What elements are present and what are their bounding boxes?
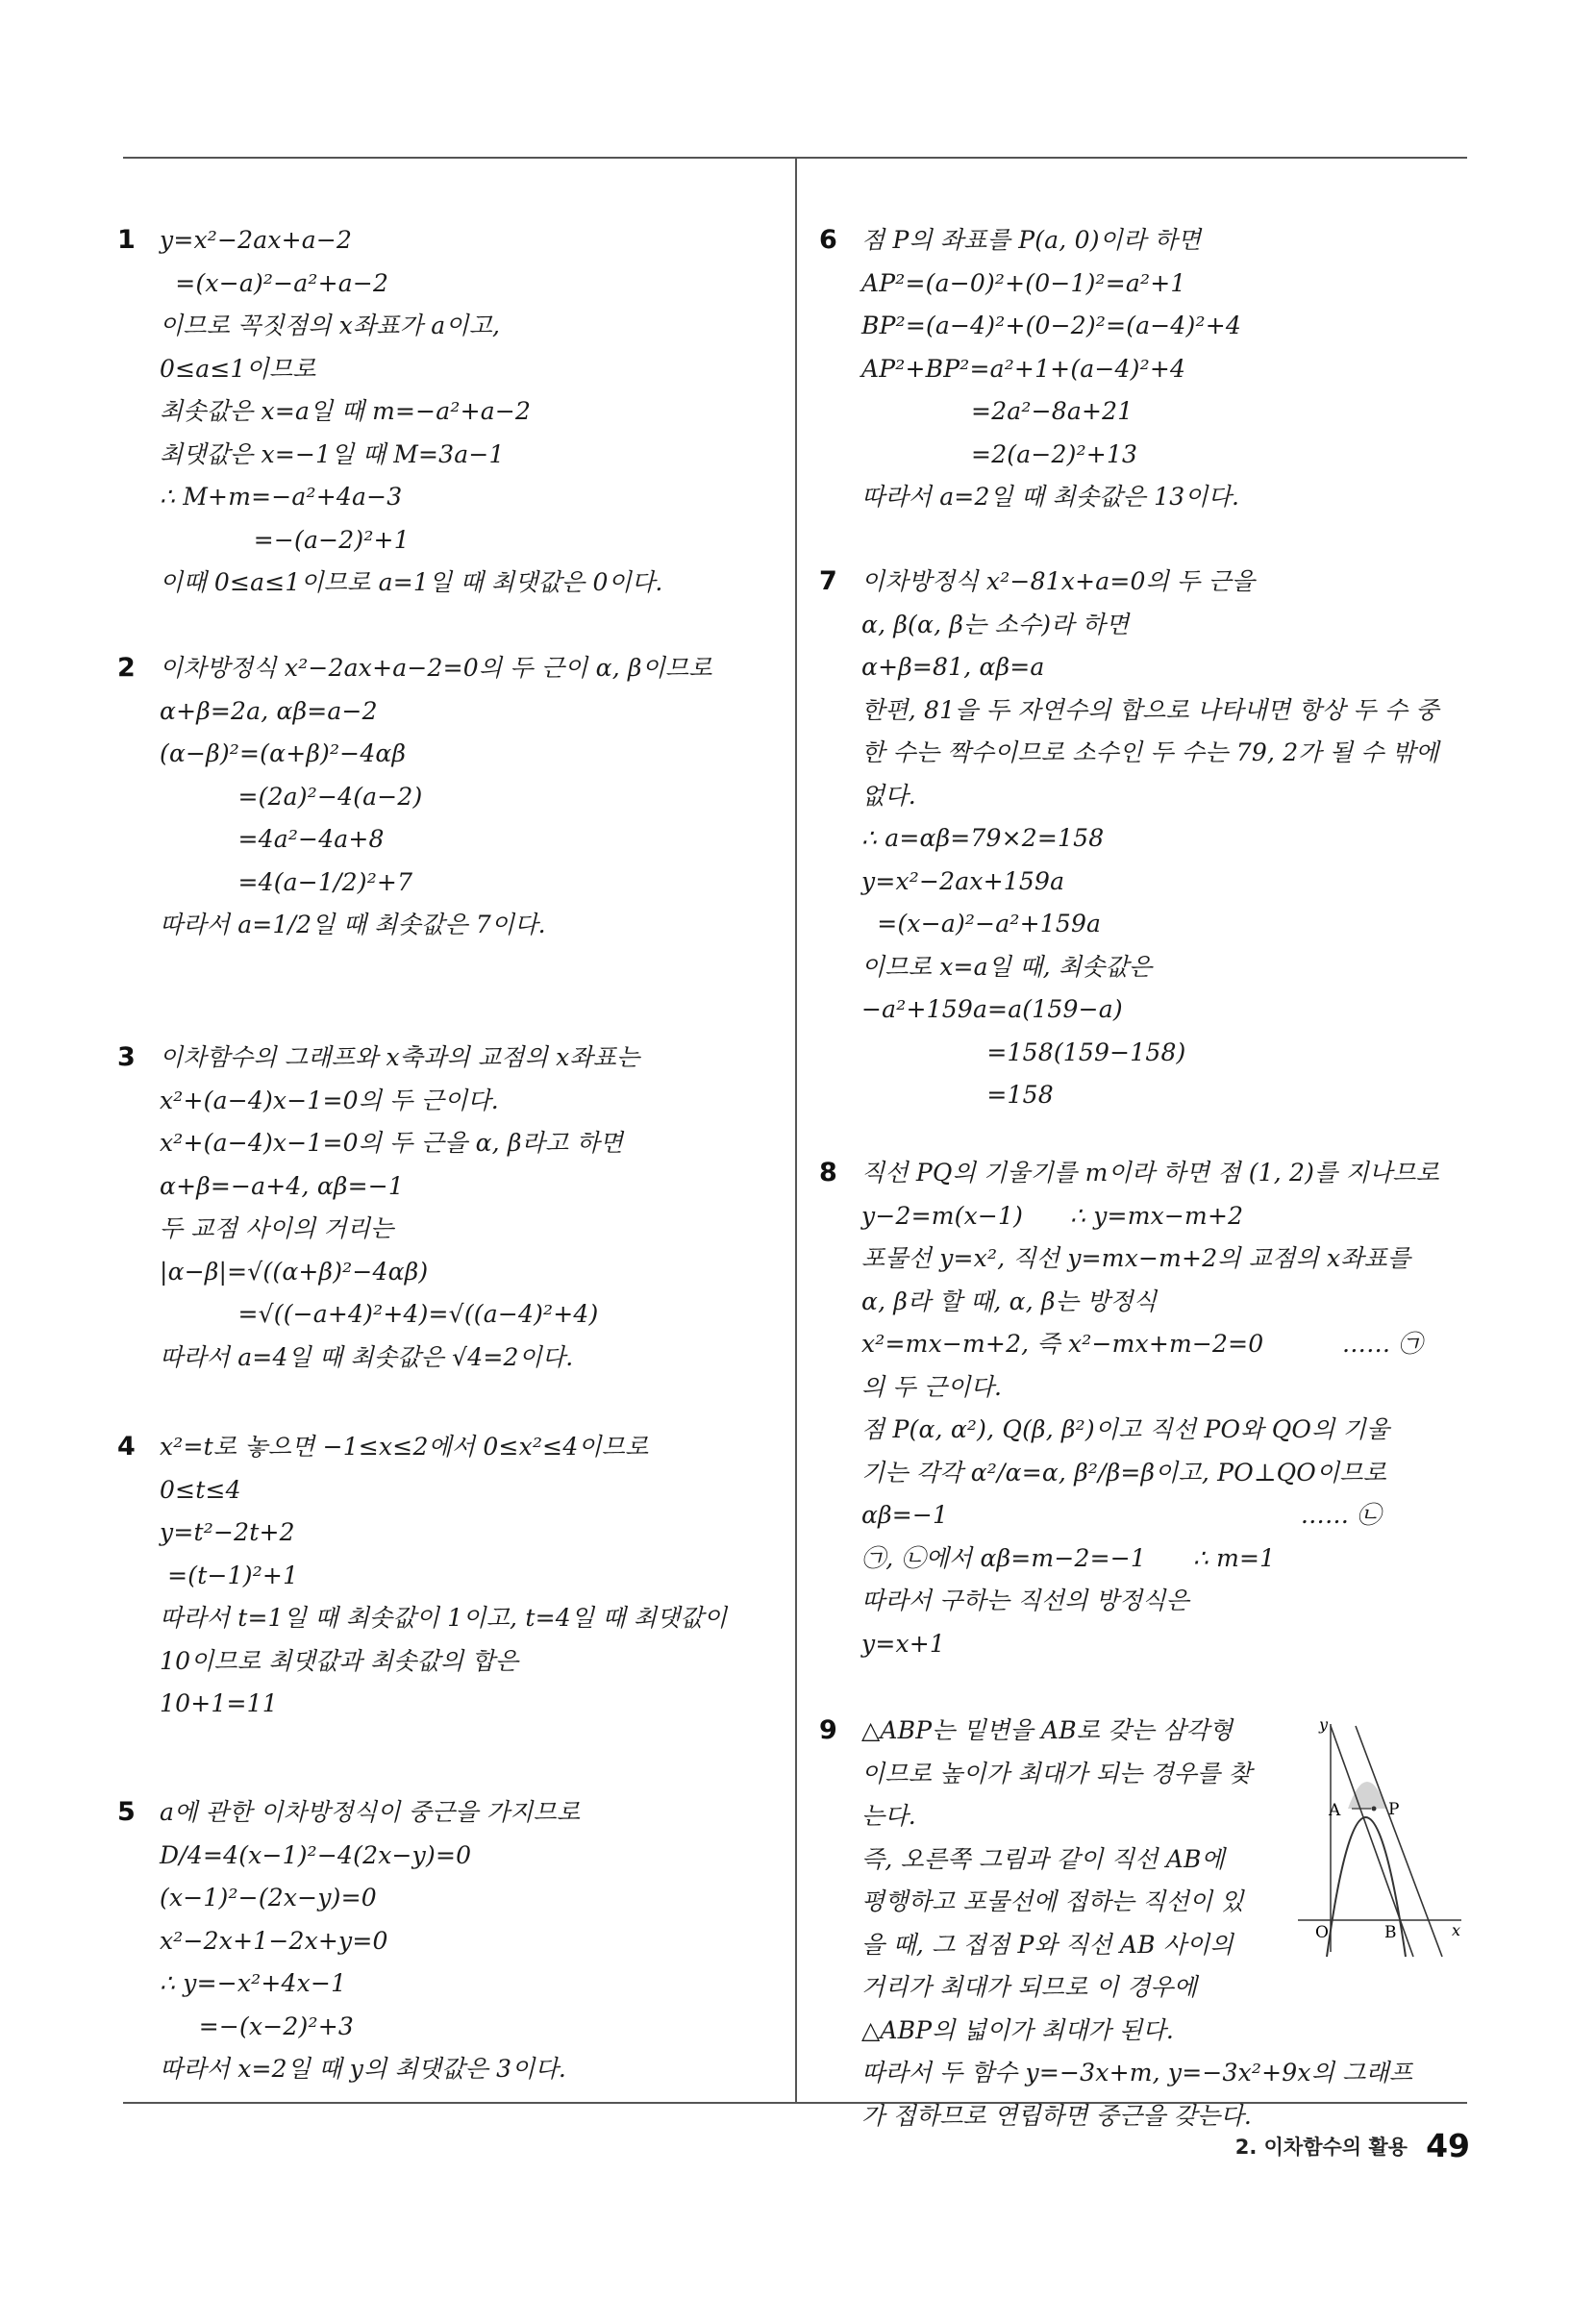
solution-line: 한편, 81을 두 자연수의 합으로 나타내면 항상 두 수 중 bbox=[861, 695, 1439, 724]
solution-line: x²−2x+1−2x+y=0 bbox=[160, 1926, 388, 1955]
solution-line: x²=mx−m+2, 즉 x²−mx+m−2=0 …… ㉠ bbox=[861, 1330, 1423, 1358]
solution-line: α+β=2a, αβ=a−2 bbox=[160, 696, 378, 725]
problem-number: 7 bbox=[819, 566, 837, 596]
solution-line: −a²+159a=a(159−a) bbox=[861, 995, 1123, 1023]
solution-line: =√((−a+4)²+4)=√((a−4)²+4) bbox=[160, 1300, 599, 1328]
solution-lines bbox=[160, 1426, 781, 1726]
solution-line: 직선 PQ의 기울기를 m이라 하면 점 (1, 2)를 지나므로 bbox=[861, 1159, 1440, 1187]
solution-line: 없다. bbox=[861, 781, 916, 810]
point-p-dot bbox=[1372, 1807, 1377, 1812]
section-title: 2. 이차함수의 활용 bbox=[1234, 2135, 1408, 2159]
shaded-region bbox=[1348, 1782, 1386, 1809]
solution-line: △ABP의 넓이가 최대가 된다. bbox=[861, 2015, 1175, 2044]
solution-line: 점 P(α, α²), Q(β, β²)이고 직선 PO와 QO의 기울 bbox=[861, 1415, 1390, 1443]
solution-line: α, β(α, β는 소수)라 하면 bbox=[861, 610, 1130, 638]
solution-lines bbox=[160, 647, 781, 947]
solution-line: 최솟값은 x=a일 때 m=−a²+a−2 bbox=[160, 397, 532, 425]
problem-5 bbox=[117, 1791, 781, 2091]
solution-line: y−2=m(x−1) ∴ y=mx−m+2 bbox=[861, 1201, 1244, 1230]
solution-line: y=x+1 bbox=[861, 1629, 946, 1658]
solution-line: ∴ y=−x²+4x−1 bbox=[160, 1969, 347, 1997]
problem-6 bbox=[819, 219, 1473, 561]
solution-line: =158(159−158) bbox=[861, 1037, 1186, 1066]
solution-lines bbox=[160, 219, 781, 605]
solution-line: 점 P의 좌표를 P(a, 0)이라 하면 bbox=[861, 226, 1202, 254]
solution-line: 따라서 x=2일 때 y의 최댓값은 3이다. bbox=[160, 2055, 567, 2083]
solution-line: ∴ a=αβ=79×2=158 bbox=[861, 824, 1105, 852]
solution-line: y=t²−2t+2 bbox=[160, 1518, 295, 1546]
solution-line: a에 관한 이차방정식이 중근을 가지므로 bbox=[160, 1798, 581, 1826]
solution-line: y=x²−2ax+159a bbox=[861, 866, 1065, 895]
column-divider bbox=[795, 157, 797, 2104]
solution-lines bbox=[861, 219, 1473, 519]
point-b-label: B bbox=[1384, 1923, 1397, 1942]
solution-line: 기는 각각 α²/α=α, β²/β=β이고, PO⊥QO이므로 bbox=[861, 1458, 1387, 1487]
solution-line: ㉠, ㉡에서 αβ=m−2=−1 ∴ m=1 bbox=[861, 1543, 1276, 1572]
y-axis-label: y bbox=[1319, 1716, 1329, 1734]
solution-line: 즉, 오른쪽 그림과 같이 직선 AB에 bbox=[861, 1844, 1225, 1873]
solution-line: 평행하고 포물선에 접하는 직선이 있 bbox=[861, 1887, 1244, 1915]
left-column bbox=[117, 219, 781, 2091]
solution-line: AP²+BP²=a²+1+(a−4)²+4 bbox=[861, 354, 1186, 383]
problem-number: 9 bbox=[819, 1715, 837, 1745]
problem-8 bbox=[819, 1152, 1473, 1710]
solution-line: 이때 0≤a≤1이므로 a=1일 때 최댓값은 0이다. bbox=[160, 568, 663, 596]
solution-line: 따라서 t=1일 때 최솟값이 1이고, t=4일 때 최댓값이 bbox=[160, 1604, 728, 1632]
solution-line: 이차방정식 x²−81x+a=0의 두 근을 bbox=[861, 567, 1256, 595]
solution-line: AP²=(a−0)²+(0−1)²=a²+1 bbox=[861, 268, 1186, 297]
solution-line: =(x−a)²−a²+159a bbox=[861, 910, 1102, 937]
solution-line: 이므로 꼭짓점의 x좌표가 a이고, bbox=[160, 312, 501, 339]
solution-line: y=x²−2ax+a−2 bbox=[160, 226, 353, 254]
solution-line: 이차방정식 x²−2ax+a−2=0의 두 근이 α, β이므로 bbox=[160, 654, 712, 682]
solution-line: α, β라 할 때, α, β는 방정식 bbox=[861, 1287, 1158, 1315]
tangent-line bbox=[1356, 1726, 1442, 1957]
solution-lines bbox=[861, 561, 1473, 1117]
solution-line: 이므로 높이가 최대가 되는 경우를 찾 bbox=[861, 1759, 1252, 1787]
solution-line: ∴ M+m=−a²+4a−3 bbox=[160, 483, 403, 511]
solution-line: 한 수는 짝수이므로 소수인 두 수는 79, 2가 될 수 밖에 bbox=[861, 738, 1439, 766]
x-axis-label: x bbox=[1452, 1921, 1461, 1939]
solution-line: 10+1=11 bbox=[160, 1689, 278, 1717]
solution-line: (x−1)²−(2x−y)=0 bbox=[160, 1884, 377, 1912]
point-a-label: A bbox=[1329, 1801, 1341, 1820]
problem-number: 2 bbox=[117, 653, 136, 683]
solution-line: 따라서 두 함수 y=−3x+m, y=−3x²+9x의 그래프 bbox=[861, 2059, 1413, 2087]
page-footer bbox=[1235, 2127, 1470, 2164]
solution-line: =4(a−1/2)²+7 bbox=[160, 867, 413, 896]
problem-number: 8 bbox=[819, 1158, 837, 1187]
problem-3 bbox=[117, 1037, 781, 1426]
solution-lines bbox=[160, 1791, 781, 2091]
parabola-figure bbox=[1288, 1716, 1471, 1966]
solution-line: 따라서 a=1/2일 때 최솟값은 7이다. bbox=[160, 911, 546, 938]
solution-line: 포물선 y=x², 직선 y=mx−m+2의 교점의 x좌표를 bbox=[861, 1244, 1411, 1272]
solution-line: 가 접하므로 연립하면 중근을 갖는다. bbox=[861, 2101, 1252, 2130]
point-p-label: P bbox=[1388, 1800, 1400, 1819]
problem-7 bbox=[819, 561, 1473, 1152]
solution-line: 따라서 a=4일 때 최솟값은 √4=2이다. bbox=[160, 1342, 574, 1371]
problem-number: 6 bbox=[819, 225, 837, 255]
solution-line: (α−β)²=(α+β)²−4αβ bbox=[160, 739, 407, 767]
solution-line: =(t−1)²+1 bbox=[160, 1561, 299, 1589]
problem-2 bbox=[117, 647, 781, 1037]
solution-line: 거리가 최대가 되므로 이 경우에 bbox=[861, 1973, 1198, 2001]
solution-line: =−(x−2)²+3 bbox=[160, 2012, 354, 2040]
solution-line: 는다. bbox=[861, 1802, 916, 1830]
solution-lines bbox=[160, 1037, 781, 1379]
solution-line: =(2a)²−4(a−2) bbox=[160, 782, 423, 811]
solution-line: α+β=81, αβ=a bbox=[861, 653, 1045, 681]
line-ab bbox=[1331, 1726, 1413, 1957]
problem-1 bbox=[117, 219, 781, 647]
solution-line: =158 bbox=[861, 1081, 1054, 1109]
solution-line: 을 때, 그 접점 P와 직선 AB 사이의 bbox=[861, 1930, 1234, 1959]
solution-line: α+β=−a+4, αβ=−1 bbox=[160, 1171, 404, 1200]
solution-line: =(x−a)²−a²+a−2 bbox=[160, 268, 389, 297]
page-number: 49 bbox=[1426, 2127, 1470, 2164]
solution-line: |α−β|=√((α+β)²−4αβ) bbox=[160, 1257, 429, 1286]
solution-line: 10이므로 최댓값과 최솟값의 합은 bbox=[160, 1646, 519, 1675]
solution-line: D/4=4(x−1)²−4(2x−y)=0 bbox=[160, 1840, 472, 1869]
solution-line: BP²=(a−4)²+(0−2)²=(a−4)²+4 bbox=[861, 312, 1241, 339]
problem-4 bbox=[117, 1426, 781, 1791]
origin-label: O bbox=[1315, 1923, 1329, 1942]
solution-line: 두 교점 사이의 거리는 bbox=[160, 1214, 394, 1242]
solution-line: 따라서 a=2일 때 최솟값은 13이다. bbox=[861, 483, 1240, 511]
problem-number: 4 bbox=[117, 1432, 136, 1462]
solution-line: 이므로 x=a일 때, 최솟값은 bbox=[861, 952, 1153, 981]
solution-line: 의 두 근이다. bbox=[861, 1372, 1003, 1401]
solution-line: 0≤t≤4 bbox=[160, 1475, 241, 1504]
solution-line: 따라서 구하는 직선의 방정식은 bbox=[861, 1587, 1189, 1614]
solution-line: =2a²−8a+21 bbox=[861, 397, 1134, 425]
problem-number: 1 bbox=[117, 225, 136, 255]
solution-line: =−(a−2)²+1 bbox=[160, 525, 410, 554]
solution-line: △ABP는 밑변을 AB로 갖는 삼각형 bbox=[861, 1716, 1234, 1744]
solution-lines bbox=[861, 1152, 1473, 1665]
solution-line: 최댓값은 x=−1일 때 M=3a−1 bbox=[160, 439, 505, 468]
solution-line: =2(a−2)²+13 bbox=[861, 439, 1138, 468]
problem-number: 3 bbox=[117, 1042, 136, 1072]
solution-line: =4a²−4a+8 bbox=[160, 825, 385, 853]
problem-number: 5 bbox=[117, 1797, 136, 1827]
solution-line: x²+(a−4)x−1=0의 두 근을 α, β라고 하면 bbox=[160, 1129, 624, 1157]
solution-line: 이차함수의 그래프와 x축과의 교점의 x좌표는 bbox=[160, 1043, 640, 1071]
solution-line: 0≤a≤1이므로 bbox=[160, 354, 316, 383]
solution-line: x²+(a−4)x−1=0의 두 근이다. bbox=[160, 1086, 499, 1114]
solution-line: x²=t로 놓으면 −1≤x≤2에서 0≤x²≤4이므로 bbox=[160, 1433, 649, 1461]
solution-line: αβ=−1 …… ㉡ bbox=[861, 1501, 1382, 1529]
